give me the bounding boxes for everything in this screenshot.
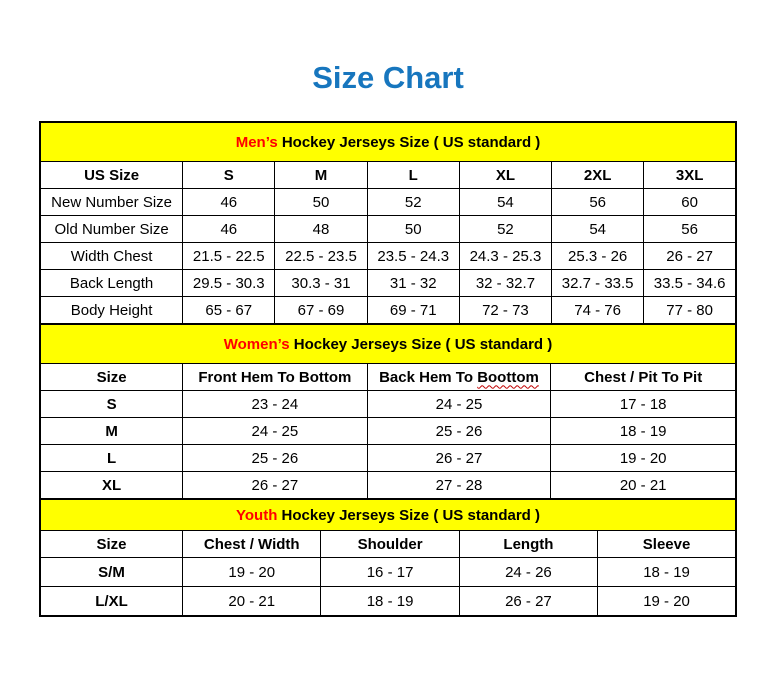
data-cell: 50 — [367, 216, 459, 243]
youth-size-table — [39, 498, 737, 617]
table-row — [40, 391, 736, 418]
page-title: Size Chart — [312, 60, 464, 95]
column-header: 3XL — [644, 162, 736, 189]
data-cell: 18 - 19 — [598, 558, 736, 587]
row-label: Body Height — [40, 297, 183, 325]
data-cell: 29.5 - 30.3 — [183, 270, 275, 297]
data-cell: 22.5 - 23.5 — [275, 243, 367, 270]
row-label: New Number Size — [40, 189, 183, 216]
data-cell: 65 - 67 — [183, 297, 275, 325]
row-label: Old Number Size — [40, 216, 183, 243]
womens-size-table — [39, 323, 737, 500]
data-cell: 20 - 21 — [183, 587, 321, 617]
mens-size-table — [39, 121, 737, 325]
data-cell: 16 - 17 — [321, 558, 459, 587]
data-cell: 23.5 - 24.3 — [367, 243, 459, 270]
section-title-text: Hockey Jerseys Size ( US standard ) — [289, 335, 553, 353]
section-title-accent: Women’s — [223, 335, 290, 353]
row-label: S/M — [40, 558, 183, 587]
section-title-band — [40, 499, 736, 531]
data-cell: 31 - 32 — [367, 270, 459, 297]
table-row — [40, 418, 736, 445]
data-cell: 74 - 76 — [552, 297, 644, 325]
womens-table-body — [40, 391, 736, 500]
data-cell: 20 - 21 — [551, 472, 736, 500]
section-title-accent: Men’s — [235, 133, 278, 151]
data-cell: 33.5 - 34.6 — [644, 270, 736, 297]
table-row — [40, 189, 736, 216]
womens-section-title — [40, 324, 736, 364]
row-label: Width Chest — [40, 243, 183, 270]
column-header: Sleeve — [598, 531, 736, 558]
data-cell: 25 - 26 — [367, 418, 551, 445]
table-row — [40, 270, 736, 297]
data-cell: 21.5 - 22.5 — [183, 243, 275, 270]
column-header: L — [367, 162, 459, 189]
data-cell: 24 - 25 — [367, 391, 551, 418]
row-label: M — [40, 418, 183, 445]
column-header: 2XL — [552, 162, 644, 189]
table-row — [40, 472, 736, 500]
data-cell: 48 — [275, 216, 367, 243]
data-cell: 26 - 27 — [183, 472, 367, 500]
data-cell: 46 — [183, 189, 275, 216]
section-title-band — [40, 122, 736, 162]
data-cell: 19 - 20 — [598, 587, 736, 617]
table-row — [40, 243, 736, 270]
data-cell: 69 - 71 — [367, 297, 459, 325]
data-cell: 67 - 69 — [275, 297, 367, 325]
youth-section-title — [40, 499, 736, 531]
data-cell: 26 - 27 — [644, 243, 736, 270]
data-cell: 26 - 27 — [459, 587, 597, 617]
row-label: L — [40, 445, 183, 472]
column-header: XL — [459, 162, 551, 189]
column-header-text: Back Hem To — [379, 368, 478, 386]
column-header: US Size — [40, 162, 183, 189]
column-header: Chest / Width — [183, 531, 321, 558]
column-header: Size — [40, 531, 183, 558]
data-cell: 25 - 26 — [183, 445, 367, 472]
table-row — [40, 558, 736, 587]
data-cell: 19 - 20 — [183, 558, 321, 587]
data-cell: 30.3 - 31 — [275, 270, 367, 297]
column-header: S — [183, 162, 275, 189]
data-cell: 26 - 27 — [367, 445, 551, 472]
misspelled-word: Boottom — [477, 368, 539, 386]
data-cell: 56 — [552, 189, 644, 216]
row-label: XL — [40, 472, 183, 500]
data-cell: 46 — [183, 216, 275, 243]
section-title-text: Hockey Jerseys Size ( US standard ) — [277, 133, 541, 151]
data-cell: 77 - 80 — [644, 297, 736, 325]
data-cell: 23 - 24 — [183, 391, 367, 418]
youth-header-row — [40, 531, 736, 558]
data-cell: 54 — [459, 189, 551, 216]
table-row — [40, 297, 736, 325]
data-cell: 18 - 19 — [321, 587, 459, 617]
mens-table-body — [40, 189, 736, 325]
row-label: Back Length — [40, 270, 183, 297]
column-header: M — [275, 162, 367, 189]
data-cell: 60 — [644, 189, 736, 216]
data-cell: 24.3 - 25.3 — [459, 243, 551, 270]
data-cell: 52 — [367, 189, 459, 216]
data-cell: 25.3 - 26 — [552, 243, 644, 270]
row-label: L/XL — [40, 587, 183, 617]
size-chart-tables — [39, 121, 737, 617]
column-header: Chest / Pit To Pit — [551, 364, 736, 391]
data-cell: 24 - 25 — [183, 418, 367, 445]
section-title-band — [40, 324, 736, 364]
data-cell: 54 — [552, 216, 644, 243]
section-title-accent: Youth — [236, 506, 278, 524]
column-header: Front Hem To Bottom — [183, 364, 367, 391]
section-title-text: Hockey Jerseys Size ( US standard ) — [277, 506, 540, 524]
data-cell: 19 - 20 — [551, 445, 736, 472]
column-header: Size — [40, 364, 183, 391]
column-header: Length — [459, 531, 597, 558]
data-cell: 18 - 19 — [551, 418, 736, 445]
mens-header-row — [40, 162, 736, 189]
table-row — [40, 587, 736, 617]
data-cell: 56 — [644, 216, 736, 243]
data-cell: 24 - 26 — [459, 558, 597, 587]
data-cell: 32.7 - 33.5 — [552, 270, 644, 297]
column-header — [367, 364, 551, 391]
data-cell: 52 — [459, 216, 551, 243]
youth-table-body — [40, 558, 736, 617]
mens-section-title — [40, 122, 736, 162]
row-label: S — [40, 391, 183, 418]
data-cell: 32 - 32.7 — [459, 270, 551, 297]
data-cell: 50 — [275, 189, 367, 216]
data-cell: 17 - 18 — [551, 391, 736, 418]
womens-header-row — [40, 364, 736, 391]
column-header: Shoulder — [321, 531, 459, 558]
table-row — [40, 445, 736, 472]
data-cell: 72 - 73 — [459, 297, 551, 325]
data-cell: 27 - 28 — [367, 472, 551, 500]
table-row — [40, 216, 736, 243]
